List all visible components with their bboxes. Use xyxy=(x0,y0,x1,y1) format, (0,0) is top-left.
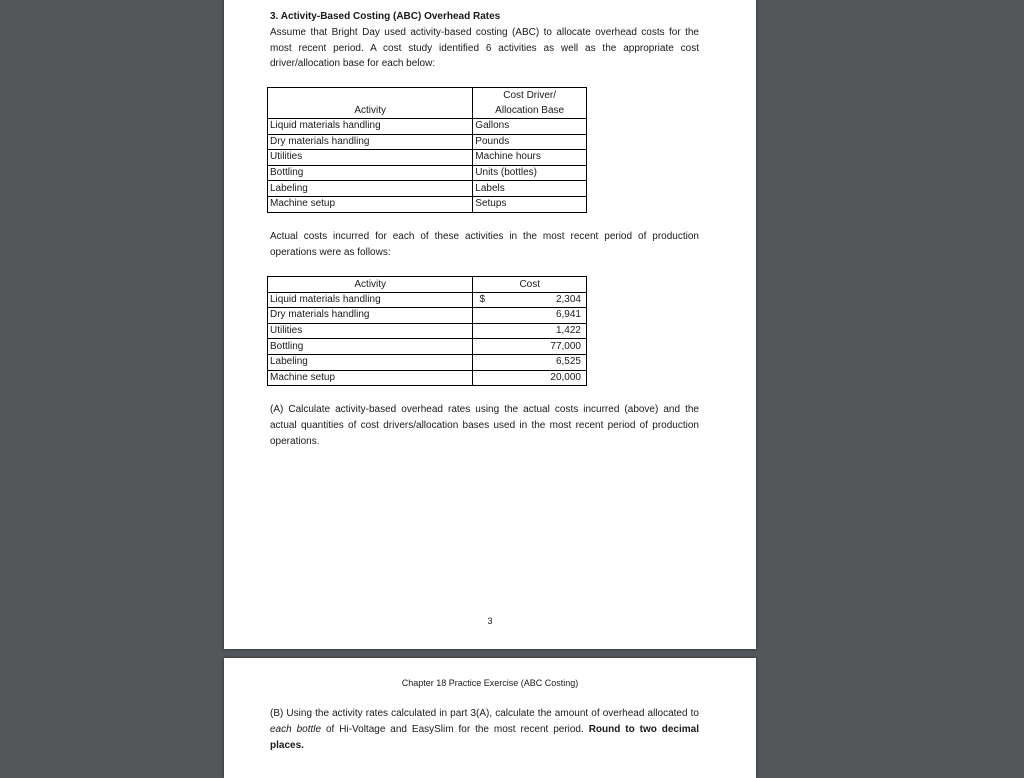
cost-value: 2,304 xyxy=(555,293,581,305)
table-row xyxy=(268,134,587,150)
cost-cell: 6,525 xyxy=(473,354,587,370)
table-row xyxy=(268,119,587,135)
intro-paragraph: Assume that Bright Day used activity-based costing (ABC) to allocate overhead costs for the most recent period. A cost study identified 6 activities as well as the appropriate cost driver/allocation base for each below: xyxy=(270,26,699,70)
section-heading-block xyxy=(270,9,699,72)
activity-cell: Machine setup xyxy=(268,370,473,386)
page-number: 3 xyxy=(487,616,493,626)
table-row xyxy=(268,196,587,212)
cost-cell xyxy=(473,292,587,308)
table-row xyxy=(268,339,587,355)
driver-cell: Units (bottles) xyxy=(473,165,587,181)
part-b-text-2: of Hi-Voltage and EasySlim for the most recent period. xyxy=(321,723,589,735)
table-row xyxy=(268,150,587,166)
activity-cell: Machine setup xyxy=(268,196,473,212)
table-row xyxy=(268,323,587,339)
driver-header-line1: Cost Driver/ xyxy=(503,90,557,101)
driver-cell: Gallons xyxy=(473,119,587,135)
actual-costs-block xyxy=(270,229,699,261)
part-a-paragraph: (A) Calculate activity-based overhead rates using the actual costs incurred (above) and the actual quantities of cost drivers/allocation bases used in the most recent period of production operations. xyxy=(270,404,699,447)
table-row xyxy=(268,165,587,181)
cost-cell: 1,422 xyxy=(473,323,587,339)
driver-header-line2: Allocation Base xyxy=(495,105,565,116)
activity-cell: Liquid materials handling xyxy=(268,292,473,308)
actual-costs-paragraph: Actual costs incurred for each of these activities in the most recent period of production operations were as follows: xyxy=(270,231,699,258)
activity-cell: Bottling xyxy=(268,339,473,355)
activity-cell: Dry materials handling xyxy=(268,134,473,150)
document-page-3 xyxy=(224,0,756,649)
part-b-emphasis: each bottle xyxy=(270,723,322,735)
activity-header: Activity xyxy=(268,277,473,293)
table-row xyxy=(268,354,587,370)
driver-header xyxy=(473,88,587,119)
activity-cell: Labeling xyxy=(268,181,473,197)
part-b-block xyxy=(270,706,699,753)
part-b-paragraph xyxy=(270,706,699,753)
activity-cell: Liquid materials handling xyxy=(268,119,473,135)
section-heading: 3. Activity-Based Costing (ABC) Overhead Rates xyxy=(270,11,501,22)
table-header-row xyxy=(268,277,587,293)
table-row xyxy=(268,308,587,324)
activity-cell: Bottling xyxy=(268,165,473,181)
driver-cell: Machine hours xyxy=(473,150,587,166)
driver-cell: Labels xyxy=(473,181,587,197)
cost-cell: 6,941 xyxy=(473,308,587,324)
driver-cell: Setups xyxy=(473,196,587,212)
part-a-block xyxy=(270,402,699,449)
chapter-header: Chapter 18 Practice Exercise (ABC Costing) xyxy=(401,678,579,688)
cost-cell: 20,000 xyxy=(473,370,587,386)
activity-cell: Utilities xyxy=(268,150,473,166)
currency-symbol: $ xyxy=(479,293,486,305)
cost-cell: 77,000 xyxy=(473,339,587,355)
activity-cost-table xyxy=(267,276,587,386)
table-header-row xyxy=(268,88,587,119)
document-page-4 xyxy=(224,658,756,778)
part-b-text-1: (B) Using the activity rates calculated in part 3(A), calculate the amount of overhead allocated to xyxy=(270,708,699,719)
table-row xyxy=(268,292,587,308)
activity-cell: Utilities xyxy=(268,323,473,339)
part-b-bold: Round to two decimal places. xyxy=(270,723,700,751)
cost-header: Cost xyxy=(473,277,587,293)
activity-driver-table xyxy=(267,87,587,213)
activity-header: Activity xyxy=(268,88,473,119)
table-row xyxy=(268,181,587,197)
driver-cell: Pounds xyxy=(473,134,587,150)
table-row xyxy=(268,370,587,386)
activity-cell: Dry materials handling xyxy=(268,308,473,324)
activity-cell: Labeling xyxy=(268,354,473,370)
